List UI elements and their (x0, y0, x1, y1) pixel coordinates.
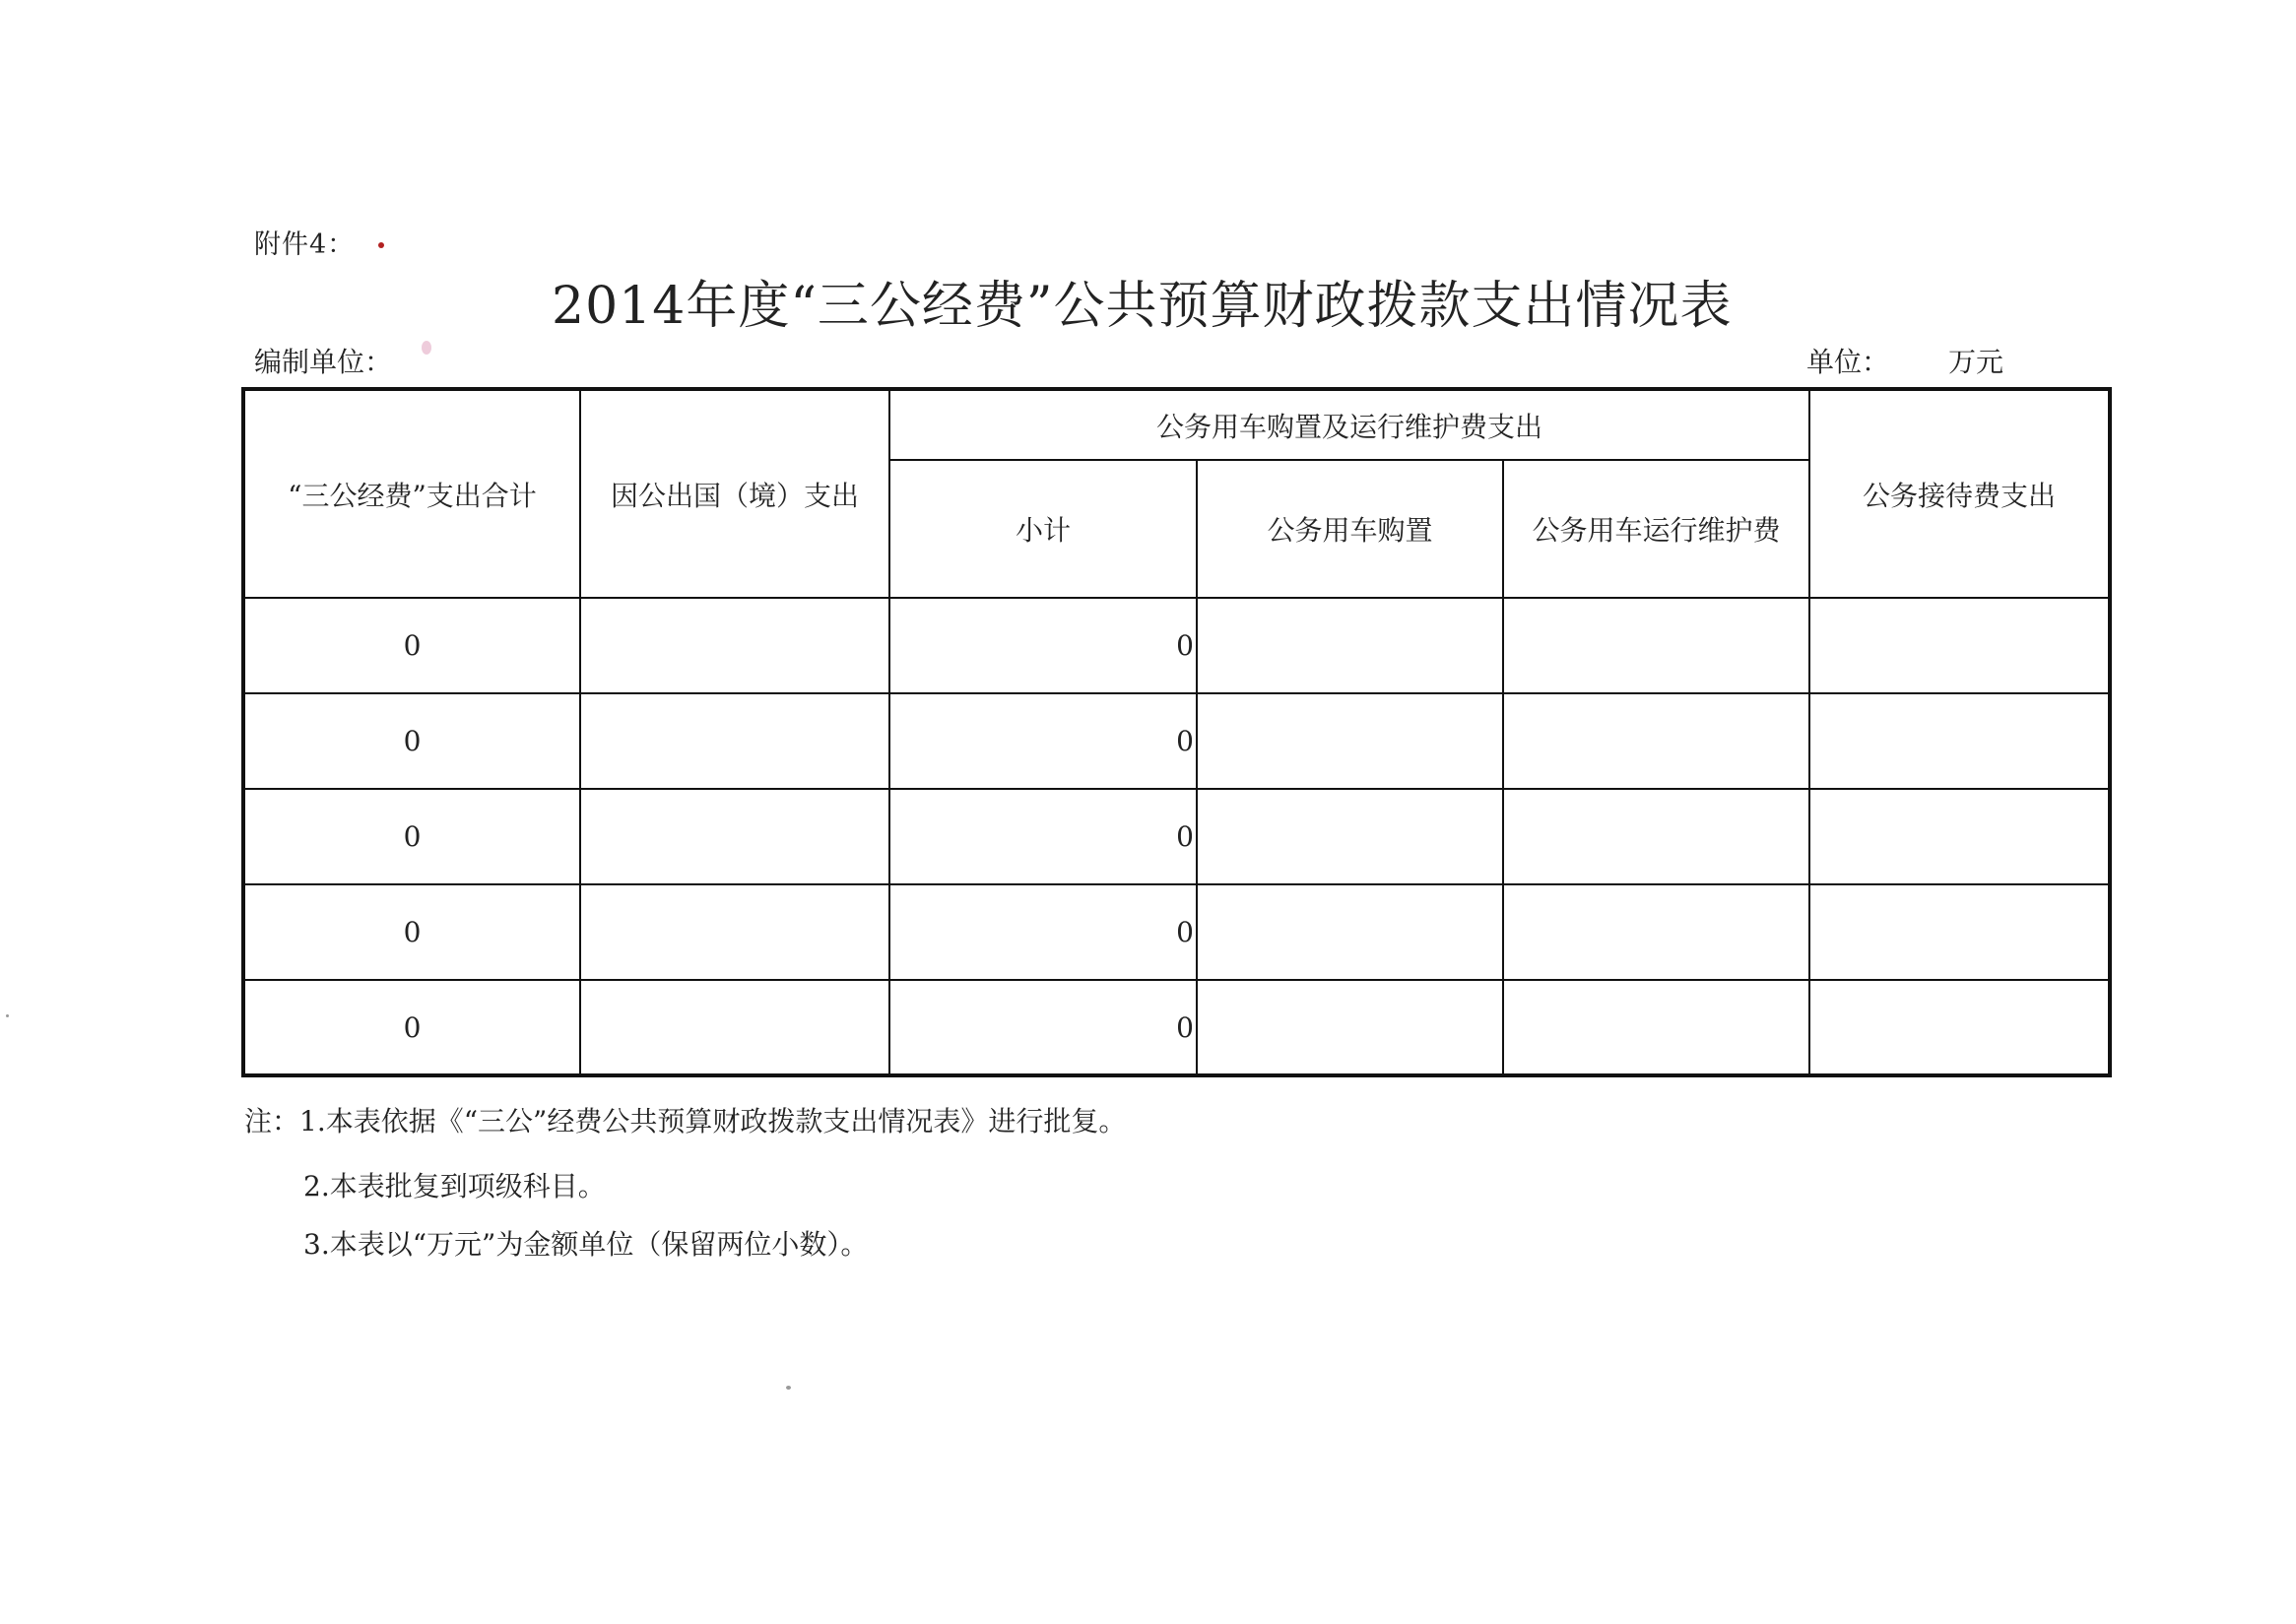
cell-total: 0 (243, 789, 580, 884)
note-2: 2.本表批复到项级科目。 (303, 1170, 606, 1202)
budget-table (241, 387, 2112, 1077)
col-header-subtotal: 小计 (889, 460, 1197, 598)
cell-vehicle-operation (1503, 980, 1809, 1075)
unit-label: 单位： (1806, 346, 1890, 378)
unit-line (1806, 341, 2003, 380)
cell-abroad (580, 598, 889, 693)
unit-value: 万元 (1948, 346, 2004, 378)
cell-subtotal: 0 (889, 884, 1197, 980)
compiler-label: 编制单位： (254, 346, 393, 378)
col-header-vehicle-purchase: 公务用车购置 (1197, 460, 1503, 598)
cell-vehicle-purchase (1197, 980, 1503, 1075)
table-row (243, 980, 2110, 1075)
col-header-vehicle-group: 公务用车购置及运行维护费支出 (889, 389, 1809, 460)
cell-vehicle-operation (1503, 598, 1809, 693)
note-3: 3.本表以“万元”为金额单位（保留两位小数）。 (303, 1228, 869, 1261)
cell-vehicle-operation (1503, 789, 1809, 884)
cell-reception (1809, 884, 2110, 980)
col-header-vehicle-operation: 公务用车运行维护费 (1503, 460, 1809, 598)
table-row (243, 693, 2110, 789)
cell-vehicle-operation (1503, 884, 1809, 980)
red-ink-mark (378, 242, 384, 248)
cell-vehicle-purchase (1197, 598, 1503, 693)
col-header-reception: 公务接待费支出 (1809, 389, 2110, 598)
cell-total: 0 (243, 693, 580, 789)
col-header-abroad: 因公出国（境）支出 (580, 389, 889, 598)
cell-abroad (580, 693, 889, 789)
table-row (243, 598, 2110, 693)
cell-subtotal: 0 (889, 693, 1197, 789)
cell-vehicle-purchase (1197, 693, 1503, 789)
cell-total: 0 (243, 980, 580, 1075)
cell-reception (1809, 980, 2110, 1075)
col-header-total: “三公经费”支出合计 (243, 389, 580, 598)
cell-total: 0 (243, 598, 580, 693)
page-title: 2014年度“三公经费”公共预算财政拨款支出情况表 (552, 277, 1733, 336)
table-header-row (243, 389, 2110, 460)
scan-speck (786, 1386, 791, 1390)
attachment-label: 附件4： (254, 229, 356, 260)
cell-subtotal: 0 (889, 980, 1197, 1075)
table-row (243, 789, 2110, 884)
cell-total: 0 (243, 884, 580, 980)
cell-reception (1809, 789, 2110, 884)
stamp-residue-mark (422, 341, 431, 355)
cell-vehicle-operation (1503, 693, 1809, 789)
cell-vehicle-purchase (1197, 789, 1503, 884)
cell-reception (1809, 598, 2110, 693)
cell-subtotal: 0 (889, 598, 1197, 693)
cell-abroad (580, 980, 889, 1075)
cell-abroad (580, 789, 889, 884)
cell-subtotal: 0 (889, 789, 1197, 884)
cell-abroad (580, 884, 889, 980)
scan-speck (6, 1014, 9, 1017)
cell-reception (1809, 693, 2110, 789)
cell-vehicle-purchase (1197, 884, 1503, 980)
note-1: 注：1.本表依据《“三公”经费公共预算财政拨款支出情况表》进行批复。 (244, 1105, 1127, 1137)
table-row (243, 884, 2110, 980)
